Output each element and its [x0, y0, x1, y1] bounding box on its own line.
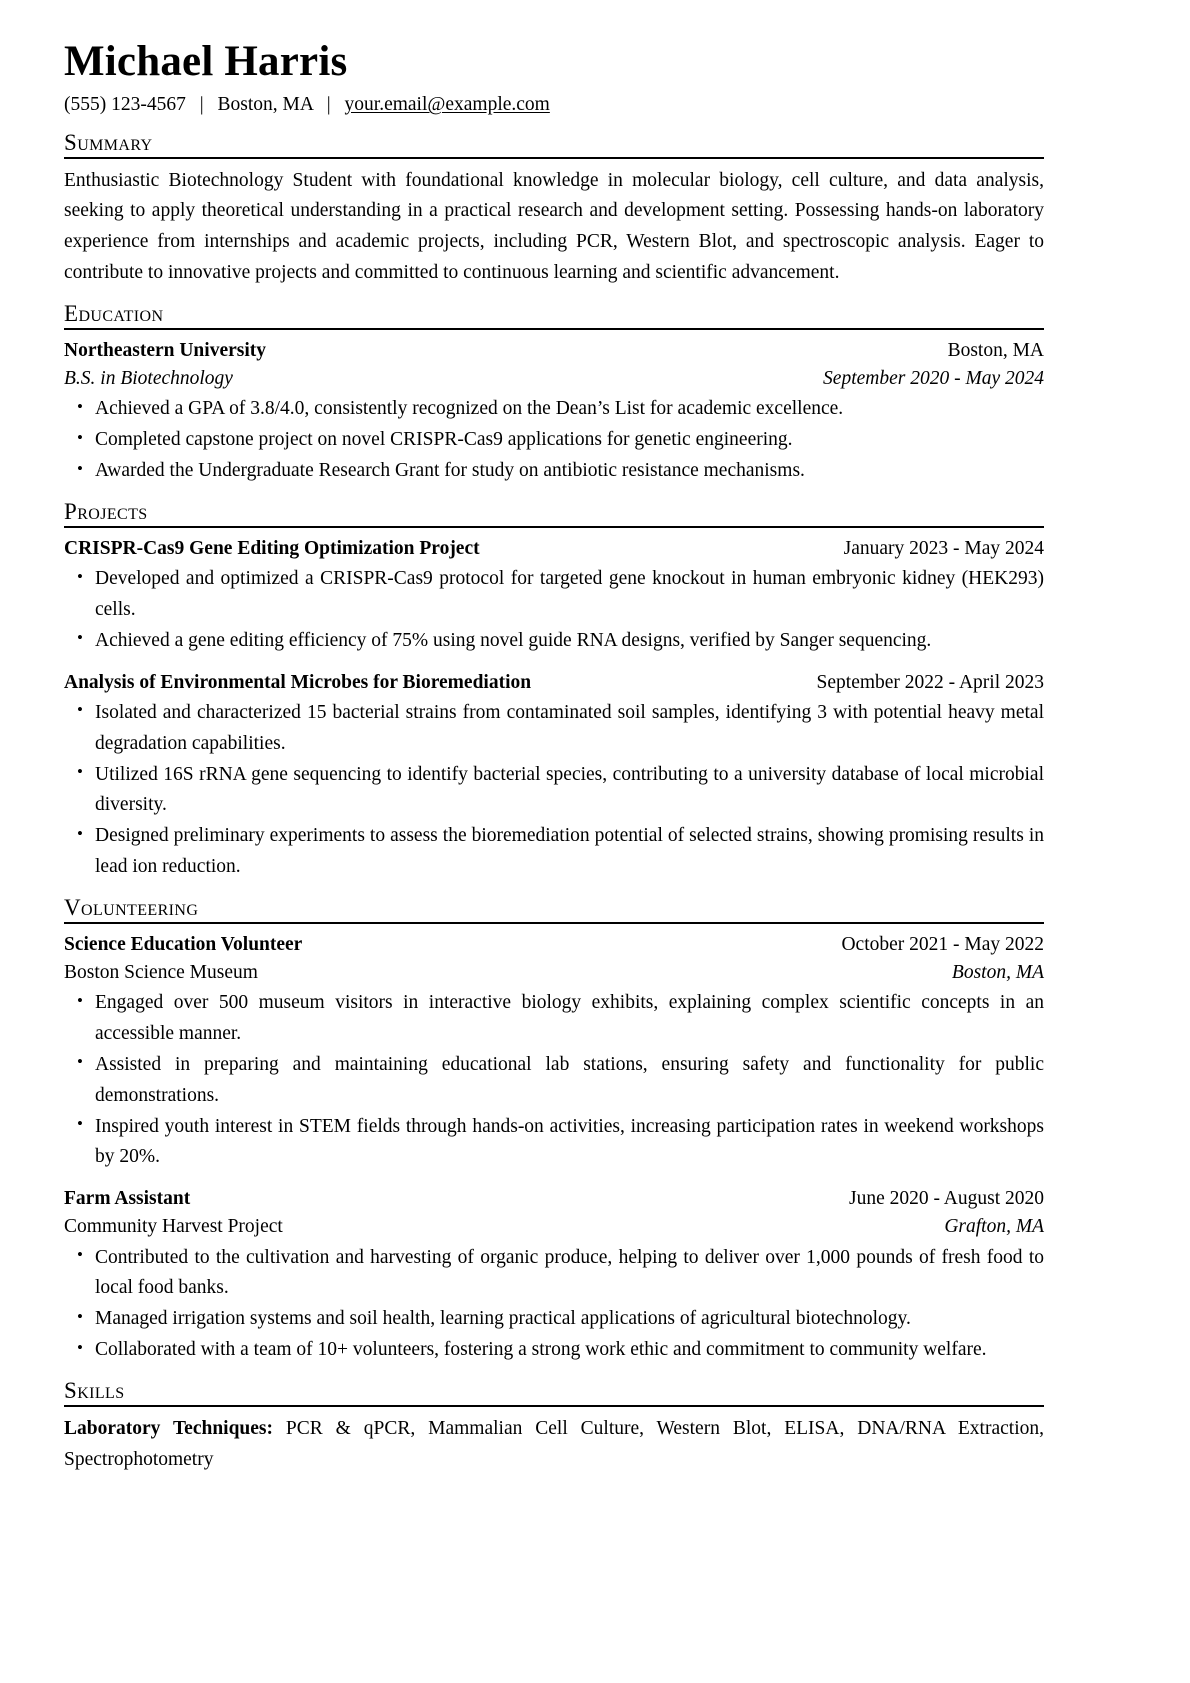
- contact-separator-icon: |: [199, 94, 204, 116]
- section-title-volunteering: Volunteering: [64, 894, 199, 920]
- contact-location: Boston, MA: [217, 94, 313, 116]
- project-title: CRISPR-Cas9 Gene Editing Optimization Project: [64, 537, 480, 559]
- volunteering-entries: [64, 931, 1044, 1366]
- degree-dates: September 2020 - May 2024: [823, 368, 1044, 390]
- section-rule: [64, 922, 1044, 924]
- section-title-education: Education: [64, 300, 164, 326]
- project-title: Analysis of Environmental Microbes for Bioremediation: [64, 671, 532, 693]
- project-dates: September 2022 - April 2023: [816, 671, 1044, 693]
- list-item: • Contributed to the cultivation and harvesting of organic produce, helping to deliver over 1,000 pounds of fresh food to local food banks.: [64, 1243, 1044, 1305]
- volunteering-entry: [64, 931, 1044, 1173]
- list-item: • Achieved a GPA of 3.8/4.0, consistently recognized on the Dean’s List for academic excellence.: [64, 394, 1044, 425]
- education-entries: [64, 337, 1044, 487]
- volunteering-bullets: [64, 1243, 1044, 1366]
- organization-location: Boston, MA: [951, 962, 1044, 984]
- entry-header-row: [64, 535, 1044, 563]
- organization-name: Boston Science Museum: [64, 962, 258, 984]
- list-item: • Completed capstone project on novel CRISPR-Cas9 applications for genetic engineering.: [64, 425, 1044, 456]
- list-item: • Collaborated with a team of 10+ volunteers, fostering a strong work ethic and commitment to community welfare.: [64, 1335, 1044, 1366]
- list-item: • Developed and optimized a CRISPR-Cas9 protocol for targeted gene knockout in human embryonic kidney (HEK293) cells.: [64, 564, 1044, 626]
- entry-subheader-row: [64, 365, 1044, 393]
- list-item: • Awarded the Undergraduate Research Grant for study on antibiotic resistance mechanisms.: [64, 456, 1044, 487]
- entry-header-row: [64, 337, 1044, 365]
- project-bullets: [64, 698, 1044, 883]
- section-rule: [64, 1405, 1044, 1407]
- organization-location: Grafton, MA: [944, 1216, 1044, 1238]
- role-title: Science Education Volunteer: [64, 933, 303, 955]
- list-item: • Assisted in preparing and maintaining educational lab stations, ensuring safety and functionality for public demonstrations.: [64, 1050, 1044, 1112]
- entry-subheader-row: [64, 1213, 1044, 1241]
- education-entry: [64, 337, 1044, 487]
- list-item: • Engaged over 500 museum visitors in interactive biology exhibits, explaining complex scientific concepts in an accessible manner.: [64, 988, 1044, 1050]
- role-dates: June 2020 - August 2020: [849, 1188, 1044, 1210]
- contact-email-link[interactable]: your.email@example.com: [344, 94, 550, 116]
- project-dates: January 2023 - May 2024: [843, 537, 1044, 559]
- entry-header-row: [64, 1185, 1044, 1213]
- volunteering-bullets: [64, 988, 1044, 1173]
- contact-phone: (555) 123-4567: [64, 94, 186, 116]
- skill-category-value: PCR & qPCR, Mammalian Cell Culture, Western Blot, ELISA, DNA/RNA Extraction, Spectrophotometry: [64, 1417, 1044, 1470]
- list-item: • Utilized 16S rRNA gene sequencing to identify bacterial species, contributing to a university database of local microbial diversity.: [64, 760, 1044, 822]
- project-bullets: [64, 564, 1044, 656]
- section-title-projects: Projects: [64, 498, 148, 524]
- skill-line: [64, 1414, 1044, 1476]
- section-projects: [64, 498, 1044, 883]
- role-title: Farm Assistant: [64, 1188, 191, 1210]
- role-dates: October 2021 - May 2022: [841, 933, 1044, 955]
- projects-entries: [64, 535, 1044, 883]
- section-education: [64, 300, 1044, 487]
- degree-name: B.S. in Biotechnology: [64, 368, 233, 390]
- section-title-skills: Skills: [64, 1377, 125, 1403]
- project-entry: [64, 535, 1044, 657]
- project-entry: [64, 669, 1044, 883]
- section-rule: [64, 328, 1044, 330]
- entry-subheader-row: [64, 959, 1044, 987]
- education-bullets: [64, 394, 1044, 486]
- institution-name: Northeastern University: [64, 339, 266, 361]
- section-summary: [64, 129, 1044, 289]
- institution-location: Boston, MA: [947, 339, 1044, 361]
- volunteering-entry: [64, 1185, 1044, 1366]
- list-item: • Inspired youth interest in STEM fields through hands-on activities, increasing participation rates in weekend workshops by 20%.: [64, 1112, 1044, 1174]
- contact-separator-icon: |: [326, 94, 331, 116]
- candidate-name: Michael Harris: [64, 38, 348, 85]
- section-title-summary: Summary: [64, 129, 153, 155]
- skill-category-label: Laboratory Techniques:: [64, 1417, 286, 1439]
- section-volunteering: [64, 894, 1044, 1366]
- section-skills: [64, 1377, 1044, 1476]
- resume-header: [64, 38, 1044, 118]
- organization-name: Community Harvest Project: [64, 1216, 283, 1238]
- entry-header-row: [64, 669, 1044, 697]
- entry-header-row: [64, 931, 1044, 959]
- list-item: • Managed irrigation systems and soil health, learning practical applications of agricultural biotechnology.: [64, 1304, 1044, 1335]
- list-item: • Designed preliminary experiments to assess the bioremediation potential of selected strains, showing promising results in lead ion reduction.: [64, 821, 1044, 883]
- contact-line: [64, 92, 1044, 117]
- section-rule: [64, 157, 1044, 159]
- list-item: • Isolated and characterized 15 bacterial strains from contaminated soil samples, identifying 3 with potential heavy metal degradation capabilities.: [64, 698, 1044, 760]
- list-item: • Achieved a gene editing efficiency of 75% using novel guide RNA designs, verified by Sanger sequencing.: [64, 626, 1044, 657]
- summary-text: Enthusiastic Biotechnology Student with foundational knowledge in molecular biology, cell culture, and data analysis, seeking to apply theoretical understanding in a practical research and development setting. Possessing hands-on laboratory experience from internships and academic projects, including PCR, Western Blot, and spectroscopic analysis. Eager to contribute to innovative projects and committed to continuous learning and scientific advancement.: [64, 169, 1044, 284]
- section-rule: [64, 526, 1044, 528]
